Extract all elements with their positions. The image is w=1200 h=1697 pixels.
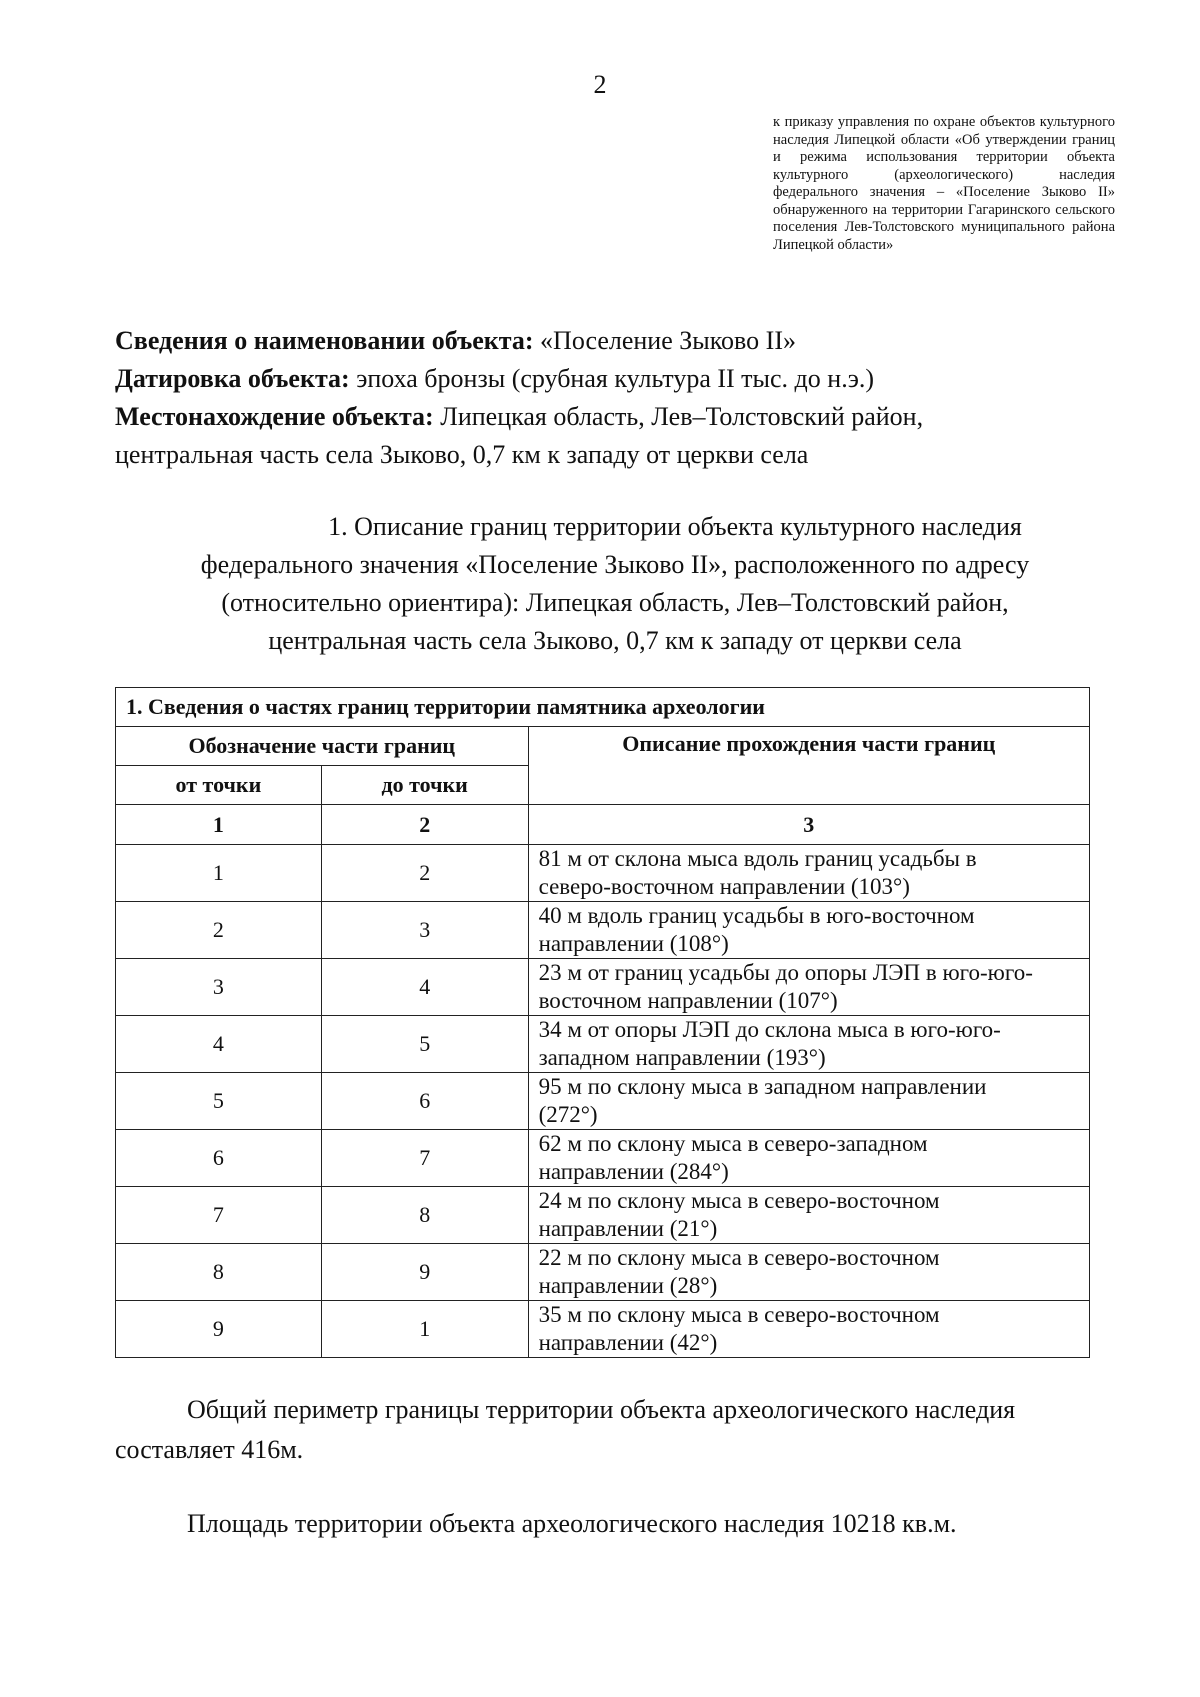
description-line-1: 95 м по склону мыса в западном направлении xyxy=(538,1074,987,1099)
table-row xyxy=(116,1244,1090,1301)
table-row xyxy=(116,845,1090,902)
table-row xyxy=(116,1187,1090,1244)
description-line-2: (272°) xyxy=(538,1102,598,1127)
object-location-label: Местонахождение объекта: xyxy=(115,402,434,431)
description-line-2: направлении (108°) xyxy=(538,931,729,956)
description-line-1: 40 м вдоль границ усадьбы в юго-восточном xyxy=(538,903,975,928)
column-number-2: 2 xyxy=(321,805,528,845)
to-point: 1 xyxy=(321,1301,528,1358)
object-name-value: «Поселение Зыково II» xyxy=(533,326,796,355)
border-description xyxy=(528,1244,1089,1301)
to-point: 9 xyxy=(321,1244,528,1301)
from-point: 5 xyxy=(116,1073,322,1130)
from-point: 9 xyxy=(116,1301,322,1358)
to-point: 5 xyxy=(321,1016,528,1073)
object-date-label: Датировка объекта: xyxy=(115,364,350,393)
description-line-1: 22 м по склону мыса в северо-восточном xyxy=(538,1245,940,1270)
header-description: Описание прохождения части границ xyxy=(528,727,1089,805)
from-point: 1 xyxy=(116,845,322,902)
object-location-value: Липецкая область, Лев–Толстовский район, xyxy=(433,402,924,431)
to-point: 7 xyxy=(321,1130,528,1187)
table-row xyxy=(116,1301,1090,1358)
border-description xyxy=(528,1130,1089,1187)
description-line-1: 23 м от границ усадьбы до опоры ЛЭП в юго-юго- xyxy=(538,960,1033,985)
table-row xyxy=(116,1016,1090,1073)
perimeter-line-1: Общий периметр границы территории объекта археологического наследия xyxy=(187,1395,1016,1424)
to-point: 2 xyxy=(321,845,528,902)
description-line-2: направлении (21°) xyxy=(538,1216,718,1241)
to-point: 8 xyxy=(321,1187,528,1244)
column-number-3: 3 xyxy=(528,805,1089,845)
object-name-line xyxy=(115,322,1115,360)
perimeter-line-2: составляет 416м. xyxy=(115,1435,304,1464)
description-line-1: 62 м по склону мыса в северо-западном xyxy=(538,1131,928,1156)
from-point: 4 xyxy=(116,1016,322,1073)
object-location-line xyxy=(115,398,1115,436)
perimeter-paragraph xyxy=(115,1390,1100,1470)
description-line-2: направлении (284°) xyxy=(538,1159,729,1184)
border-description xyxy=(528,1016,1089,1073)
object-info xyxy=(115,322,1115,474)
border-description xyxy=(528,1301,1089,1358)
from-point: 6 xyxy=(116,1130,322,1187)
description-line-2: направлении (42°) xyxy=(538,1330,718,1355)
description-line-1: 81 м от склона мыса вдоль границ усадьбы в xyxy=(538,846,977,871)
section-title xyxy=(115,508,1115,660)
border-description xyxy=(528,845,1089,902)
from-point: 7 xyxy=(116,1187,322,1244)
object-date-value: эпоха бронзы (срубная культура II тыс. до н.э.) xyxy=(349,364,875,393)
to-point: 4 xyxy=(321,959,528,1016)
border-parts-table xyxy=(115,687,1090,1358)
description-line-2: направлении (28°) xyxy=(538,1273,718,1298)
border-description xyxy=(528,1073,1089,1130)
area-paragraph xyxy=(115,1504,1100,1544)
description-line-2: северо-восточном направлении (103°) xyxy=(538,874,910,899)
section-title-line-2: федерального значения «Поселение Зыково II», расположенного по адресу xyxy=(200,550,1030,579)
column-number-1: 1 xyxy=(116,805,322,845)
area-line: Площадь территории объекта археологического наследия 10218 кв.м. xyxy=(187,1509,957,1538)
object-name-label: Сведения о наименовании объекта: xyxy=(115,326,534,355)
table-row xyxy=(116,1073,1090,1130)
page-number: 2 xyxy=(593,70,607,99)
header-to-point: до точки xyxy=(321,766,528,805)
object-location-line-2: центральная часть села Зыково, 0,7 км к западу от церкви села xyxy=(115,440,809,469)
description-line-1: 34 м от опоры ЛЭП до склона мыса в юго-юго- xyxy=(538,1017,1001,1042)
appendix-note: к приказу управления по охране объектов культурного наследия Липецкой области «Об утверждении границ и режима использования территории объекта культурного (археологического) наследия федерального значения – «Поселение Зыково II» обнаруженного на территории Гагаринского сельского поселения Лев-Толстовского муниципального района Липецкой области» xyxy=(773,114,1115,253)
description-line-2: восточном направлении (107°) xyxy=(538,988,838,1013)
table-row xyxy=(116,902,1090,959)
border-description xyxy=(528,1187,1089,1244)
header-border-parts: Обозначение части границ xyxy=(116,727,529,766)
description-line-1: 24 м по склону мыса в северо-восточном xyxy=(538,1188,940,1213)
section-title-line-1: 1. Описание границ территории объекта культурного наследия xyxy=(328,512,1022,541)
description-line-2: западном направлении (193°) xyxy=(538,1045,826,1070)
table-row xyxy=(116,959,1090,1016)
description-line-1: 35 м по склону мыса в северо-восточном xyxy=(538,1302,940,1327)
from-point: 3 xyxy=(116,959,322,1016)
object-date-line xyxy=(115,360,1115,398)
table-caption: 1. Сведения о частях границ территории памятника археологии xyxy=(116,688,1090,727)
from-point: 2 xyxy=(116,902,322,959)
to-point: 6 xyxy=(321,1073,528,1130)
header-from-point: от точки xyxy=(116,766,322,805)
border-description xyxy=(528,959,1089,1016)
section-title-line-3: (относительно ориентира): Липецкая область, Лев–Толстовский район, xyxy=(221,588,1009,617)
border-description xyxy=(528,902,1089,959)
to-point: 3 xyxy=(321,902,528,959)
from-point: 8 xyxy=(116,1244,322,1301)
section-title-line-4: центральная часть села Зыково, 0,7 км к западу от церкви села xyxy=(268,626,962,655)
table-row xyxy=(116,1130,1090,1187)
